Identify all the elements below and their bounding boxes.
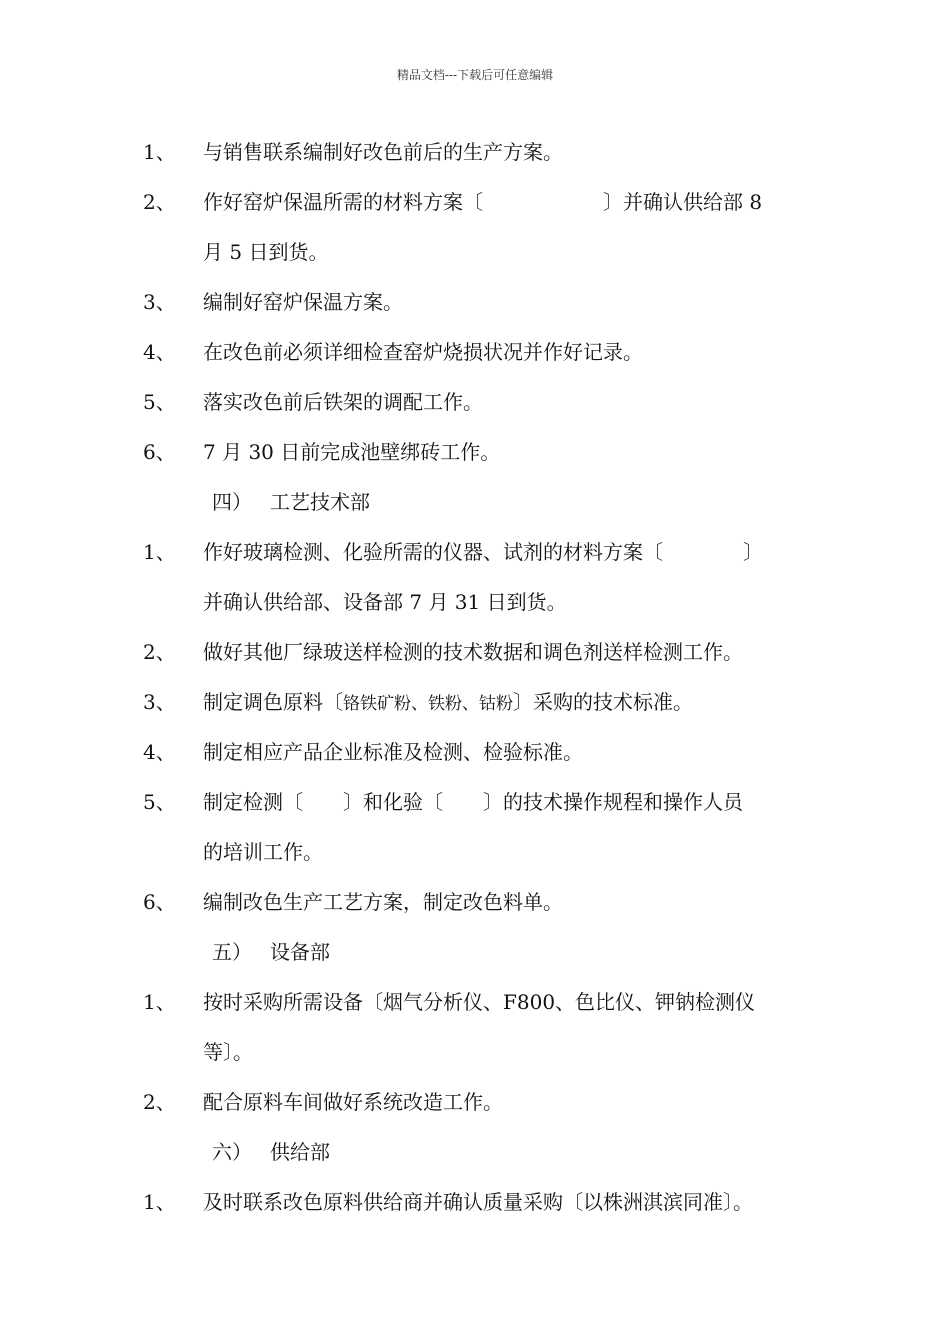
item-text: 在改色前必须详细检查窑炉烧损状况并作好记录。 [203,340,643,364]
item-number: 6、 [143,890,176,914]
item-text: 落实改色前后铁架的调配工作。 [203,390,483,414]
item-number: 6、 [143,440,176,464]
item-text: 制定相应产品企业标准及检测、检验标准。 [203,740,583,764]
list-item [0,277,950,327]
item-text: 等〕。 [203,1040,253,1064]
item-number: 4、 [143,740,176,764]
section-title: 工艺技术部 [270,490,370,514]
item-text: 的培训工作。 [203,840,323,864]
item-number: 1、 [143,1190,176,1214]
item-text: 制定检测〔 〕和化验〔 〕的技术操作规程和操作人员 [203,790,743,814]
item-text: 并确认供给部、设备部 7 月 31 日到货。 [203,590,567,614]
list-item [0,727,950,777]
item-text: 月 5 日到货。 [203,240,329,264]
section-title: 供给部 [270,1140,330,1164]
item-text: 与销售联系编制好改色前后的生产方案。 [203,140,563,164]
list-item [0,877,950,927]
item-text: 配合原料车间做好系统改造工作。 [203,1090,503,1114]
section-heading [0,927,950,977]
item-number: 5、 [143,390,176,414]
page-header: 精品文档---下载后可任意编辑 [396,68,554,82]
section-heading [0,1127,950,1177]
section-number: 六） [212,1140,252,1164]
item-text: 编制好窑炉保温方案。 [203,290,403,314]
item-text-pre: 制定调色原料〔 [203,690,343,714]
item-number: 3、 [143,690,176,714]
item-text: 7 月 30 日前完成池壁绑砖工作。 [203,440,501,464]
list-item [0,977,950,1027]
item-number: 1、 [143,990,176,1014]
list-item [0,677,950,727]
list-item [0,377,950,427]
item-number: 2、 [143,1090,176,1114]
list-item [0,627,950,677]
item-number: 4、 [143,340,176,364]
list-item [0,327,950,377]
list-item [0,127,950,177]
list-item [0,177,950,227]
section-number: 五） [212,940,252,964]
list-item-continuation [0,827,950,877]
list-item [0,427,950,477]
list-item-continuation [0,1027,950,1077]
item-number: 2、 [143,190,176,214]
list-item [0,1077,950,1127]
item-text: 按时采购所需设备〔烟气分析仪、F800、色比仪、钾钠检测仪 [203,990,756,1014]
item-text-small: 铬铁矿粉、铁粉、钴粉 [343,694,513,714]
list-item [0,777,950,827]
item-text: 及时联系改色原料供给商并确认质量采购〔以株洲淇滨同准〕。 [203,1190,753,1214]
item-text-post: 〕采购的技术标准。 [513,690,693,714]
document-body [0,127,950,1227]
item-text: 编制改色生产工艺方案，制定改色料单。 [203,890,563,914]
section-heading [0,477,950,527]
list-item-continuation [0,227,950,277]
item-number: 1、 [143,140,176,164]
item-number: 3、 [143,290,176,314]
list-item-continuation [0,577,950,627]
section-number: 四） [212,490,252,514]
list-item [0,527,950,577]
item-text [203,677,693,729]
item-number: 1、 [143,540,176,564]
section-title: 设备部 [270,940,330,964]
item-text: 作好玻璃检测、化验所需的仪器、试剂的材料方案〔 〕 [203,540,763,564]
item-text: 做好其他厂绿玻送样检测的技术数据和调色剂送样检测工作。 [203,640,743,664]
item-number: 2、 [143,640,176,664]
item-number: 5、 [143,790,176,814]
list-item [0,1177,950,1227]
item-text: 作好窑炉保温所需的材料方案〔 〕并确认供给部 8 [203,190,763,214]
